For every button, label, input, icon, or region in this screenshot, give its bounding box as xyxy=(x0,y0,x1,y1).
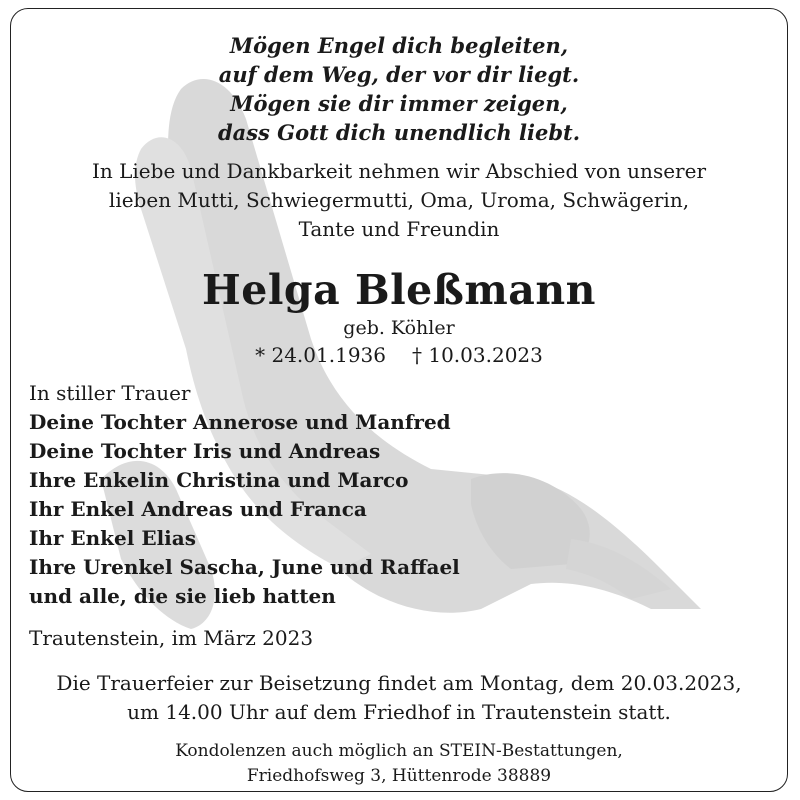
death-date: † 10.03.2023 xyxy=(412,343,543,367)
intro-line: In Liebe und Dankbarkeit nehmen wir Abschied von unserer xyxy=(91,159,706,183)
mourners-heading: In stiller Trauer xyxy=(29,381,191,405)
mourner: Deine Tochter Annerose und Manfred xyxy=(29,410,451,434)
verse-line: dass Gott dich unendlich liebt. xyxy=(217,120,581,145)
verse xyxy=(11,31,787,147)
maiden-name: geb. Köhler xyxy=(343,317,455,339)
deceased-name: Helga Bleßmann xyxy=(202,266,596,314)
intro-line: lieben Mutti, Schwiegermutti, Oma, Uroma, Schwägerin, xyxy=(108,188,690,212)
mourner: Deine Tochter Iris und Andreas xyxy=(29,439,381,463)
condolences-line: Friedhofsweg 3, Hüttenrode 38889 xyxy=(246,766,552,786)
funeral-line: um 14.00 Uhr auf dem Friedhof in Trautenstein statt. xyxy=(127,700,671,724)
mourners-list xyxy=(29,379,460,611)
condolences-note xyxy=(11,739,787,789)
place-date: Trautenstein, im März 2023 xyxy=(29,626,314,650)
funeral-line: Die Trauerfeier zur Beisetzung findet am Montag, dem 20.03.2023, xyxy=(56,671,742,695)
mourner: Ihre Urenkel Sascha, June und Raffael xyxy=(29,555,460,579)
obituary-frame xyxy=(10,8,788,792)
mourner: und alle, die sie lieb hatten xyxy=(29,584,336,608)
mourner: Ihr Enkel Andreas und Franca xyxy=(29,497,367,521)
birth-date: * 24.01.1936 xyxy=(255,343,386,367)
funeral-notice xyxy=(11,669,787,727)
intro-line: Tante und Freundin xyxy=(298,217,500,241)
verse-line: Mögen sie dir immer zeigen, xyxy=(230,91,568,116)
mourner: Ihr Enkel Elias xyxy=(29,526,196,550)
intro-text xyxy=(11,157,787,244)
life-dates xyxy=(11,341,787,369)
verse-line: auf dem Weg, der vor dir liegt. xyxy=(218,62,580,87)
condolences-line: Kondolenzen auch möglich an STEIN-Bestattungen, xyxy=(175,741,623,761)
mourner: Ihre Enkelin Christina und Marco xyxy=(29,468,409,492)
verse-line: Mögen Engel dich begleiten, xyxy=(229,33,569,58)
